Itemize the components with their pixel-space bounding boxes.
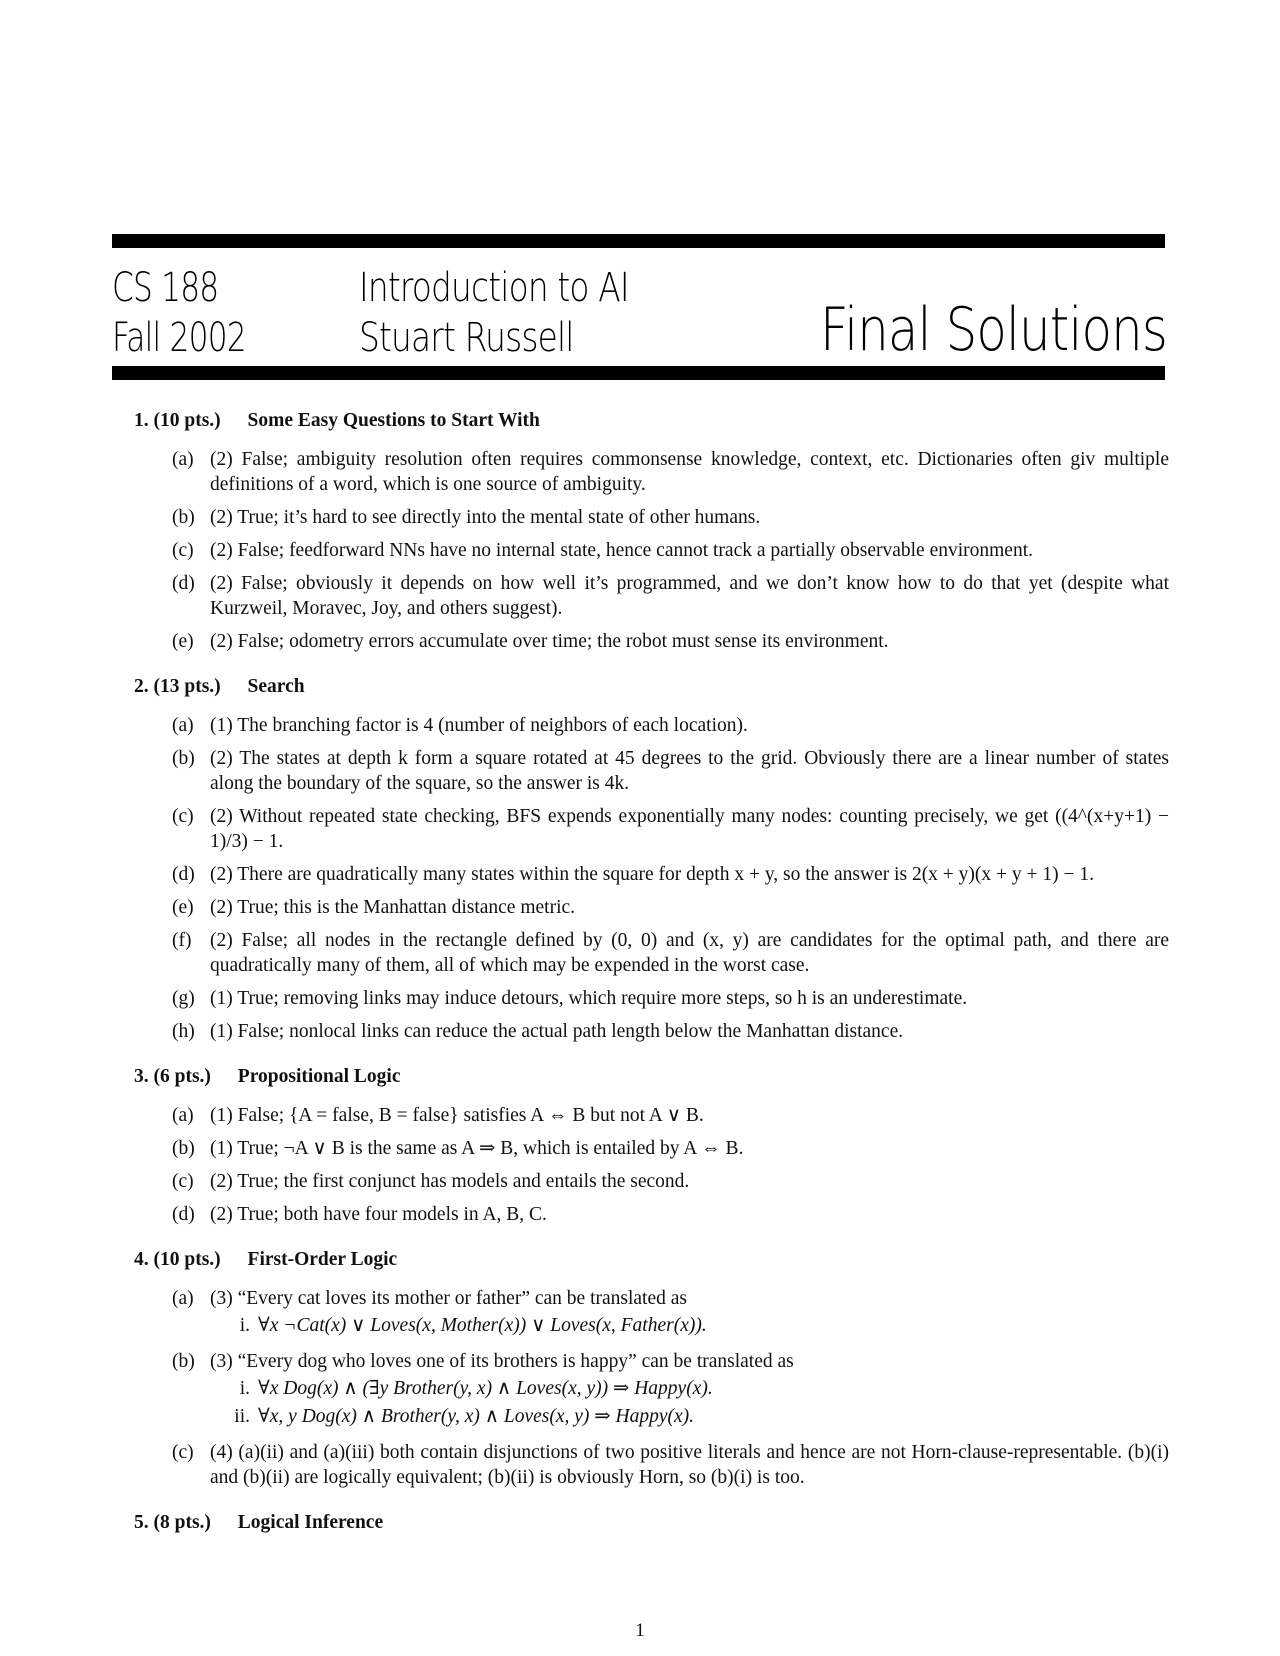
answer-item xyxy=(172,1202,1169,1227)
formula-label: ii. xyxy=(234,1406,250,1427)
answer-text: (1) False; nonlocal links can reduce the actual path length below the Manhattan distance. xyxy=(210,1021,904,1042)
question-points: (6 pts.) xyxy=(153,1066,211,1087)
answer-label: (d) xyxy=(172,1204,195,1225)
solutions-body xyxy=(134,408,1169,1555)
answer-item xyxy=(172,1136,1169,1161)
answer-text: (2) False; odometry errors accumulate over time; the robot must sense its environment. xyxy=(210,631,889,652)
answer-label: (f) xyxy=(172,930,192,951)
answer-item xyxy=(172,804,1169,854)
question-points: (8 pts.) xyxy=(153,1512,211,1533)
answer-label: (c) xyxy=(172,540,194,561)
answer-text: (1) False; {A = false, B = false} satisfies A ⇔ B but not A ∨ B. xyxy=(210,1105,704,1126)
answer-text: (2) False; feedforward NNs have no internal state, hence cannot track a partially observable environment. xyxy=(210,540,1034,561)
answer-label: (a) xyxy=(172,1288,194,1309)
course-title: Introduction to AI xyxy=(359,265,629,311)
answer-text: (1) True; removing links may induce detours, which require more steps, so h is an underestimate. xyxy=(210,988,968,1009)
question-title: Logical Inference xyxy=(237,1512,384,1533)
question-number: 3. xyxy=(134,1066,149,1087)
answer-label: (b) xyxy=(172,1138,195,1159)
answer-label: (e) xyxy=(172,631,194,652)
answer-text: (4) (a)(ii) and (a)(iii) both contain disjunctions of two positive literals and hence are not Horn-clause-representable. (b)(i) and (b)(ii) are logically equivalent; (b)(ii) is obviously Horn, so (b)(i) is too. xyxy=(210,1442,1169,1488)
answer-label: (a) xyxy=(172,715,194,736)
formula-item xyxy=(210,1313,1169,1338)
answer-item xyxy=(172,1286,1169,1341)
answer-item xyxy=(172,1349,1169,1432)
answer-label: (e) xyxy=(172,897,194,918)
formula-item xyxy=(210,1376,1169,1401)
formula-item xyxy=(210,1404,1169,1429)
answer-item xyxy=(172,928,1169,978)
course-code: CS 188 xyxy=(112,265,219,311)
course-term: Fall 2002 xyxy=(112,315,246,361)
formula-text: ∀x ¬Cat(x) ∨ Loves(x, Mother(x)) ∨ Loves(x, Father(x)). xyxy=(258,1315,707,1336)
answer-text: (2) The states at depth k form a square rotated at 45 degrees to the grid. Obviously there are a linear number of states along the boundary of the square, so the answer is 4k. xyxy=(210,748,1169,794)
answer-item xyxy=(172,746,1169,796)
document-title: Final Solutions xyxy=(820,295,1167,365)
answer-item xyxy=(172,1019,1169,1044)
question-number: 4. xyxy=(134,1249,149,1270)
answer-text: (1) True; ¬A ∨ B is the same as A ⇒ B, which is entailed by A ⇔ B. xyxy=(210,1138,744,1159)
answer-label: (c) xyxy=(172,1171,194,1192)
answer-text: (2) False; ambiguity resolution often requires commonsense knowledge, context, etc. Dictionaries often giv multiple definitions of a word, which is one source of ambiguity. xyxy=(210,449,1169,495)
answer-text: (2) True; the first conjunct has models and entails the second. xyxy=(210,1171,690,1192)
answer-item xyxy=(172,862,1169,887)
answer-text: (2) False; all nodes in the rectangle defined by (0, 0) and (x, y) are candidates for the optimal path, and there are quadratically many of them, all of which may be expended in the worst case. xyxy=(210,930,1169,976)
answer-label: (a) xyxy=(172,1105,194,1126)
answer-item xyxy=(172,538,1169,563)
answer-label: (b) xyxy=(172,1351,195,1372)
answer-text: (2) There are quadratically many states within the square for depth x + y, so the answer is 2(x + y)(x + y + 1) − 1. xyxy=(210,864,1095,885)
question-heading xyxy=(134,1064,1169,1089)
question-number: 2. xyxy=(134,676,149,697)
answer-label: (c) xyxy=(172,806,194,827)
answer-item xyxy=(172,895,1169,920)
answer-label: (c) xyxy=(172,1442,194,1463)
course-author: Stuart Russell xyxy=(359,315,574,361)
question-1 xyxy=(134,408,1169,654)
question-title: Some Easy Questions to Start With xyxy=(247,410,540,431)
header-top-rule xyxy=(112,234,1165,248)
answer-item xyxy=(172,629,1169,654)
question-points: (13 pts.) xyxy=(153,676,221,697)
answer-item xyxy=(172,505,1169,530)
header-bottom-rule xyxy=(112,366,1165,380)
answer-item xyxy=(172,986,1169,1011)
formula-label: i. xyxy=(239,1378,250,1399)
question-number: 1. xyxy=(134,410,149,431)
answer-label: (d) xyxy=(172,864,195,885)
question-heading xyxy=(134,674,1169,699)
answer-label: (b) xyxy=(172,507,195,528)
question-2 xyxy=(134,674,1169,1044)
answer-label: (a) xyxy=(172,449,194,470)
question-5 xyxy=(134,1510,1169,1535)
formula-text: ∀x, y Dog(x) ∧ Brother(y, x) ∧ Loves(x, y) ⇒ Happy(x). xyxy=(258,1406,695,1427)
question-heading xyxy=(134,1247,1169,1272)
answer-text: (3) “Every cat loves its mother or father” can be translated as xyxy=(210,1288,687,1309)
page-number: 1 xyxy=(635,1620,645,1641)
answer-label: (g) xyxy=(172,988,195,1009)
answer-item xyxy=(172,713,1169,738)
question-heading xyxy=(134,1510,1169,1535)
answer-text: (2) True; this is the Manhattan distance metric. xyxy=(210,897,576,918)
formula-label: i. xyxy=(239,1315,250,1336)
question-points: (10 pts.) xyxy=(153,1249,221,1270)
question-4 xyxy=(134,1247,1169,1490)
answer-text: (2) True; it’s hard to see directly into the mental state of other humans. xyxy=(210,507,761,528)
question-title: First-Order Logic xyxy=(247,1249,398,1270)
question-title: Propositional Logic xyxy=(237,1066,401,1087)
answer-text: (2) False; obviously it depends on how well it’s programmed, and we don’t know how to do that yet (despite what Kurzweil, Moravec, Joy, and others suggest). xyxy=(210,573,1169,619)
answer-text: (3) “Every dog who loves one of its brothers is happy” can be translated as xyxy=(210,1351,794,1372)
answer-text: (1) The branching factor is 4 (number of neighbors of each location). xyxy=(210,715,748,736)
question-points: (10 pts.) xyxy=(153,410,221,431)
answer-item xyxy=(172,447,1169,497)
answer-item xyxy=(172,571,1169,621)
question-number: 5. xyxy=(134,1512,149,1533)
answer-label: (b) xyxy=(172,748,195,769)
question-title: Search xyxy=(247,676,305,697)
answer-label: (d) xyxy=(172,573,195,594)
answer-item xyxy=(172,1169,1169,1194)
question-3 xyxy=(134,1064,1169,1227)
answer-item xyxy=(172,1440,1169,1490)
question-heading xyxy=(134,408,1169,433)
answer-text: (2) Without repeated state checking, BFS expends exponentially many nodes: counting precisely, we get ((4^(x+y+1) − 1)/3) − 1. xyxy=(210,806,1169,852)
answer-label: (h) xyxy=(172,1021,195,1042)
formula-text: ∀x Dog(x) ∧ (∃y Brother(y, x) ∧ Loves(x, y)) ⇒ Happy(x). xyxy=(258,1378,713,1399)
answer-item xyxy=(172,1103,1169,1128)
answer-text: (2) True; both have four models in A, B, C. xyxy=(210,1204,547,1225)
